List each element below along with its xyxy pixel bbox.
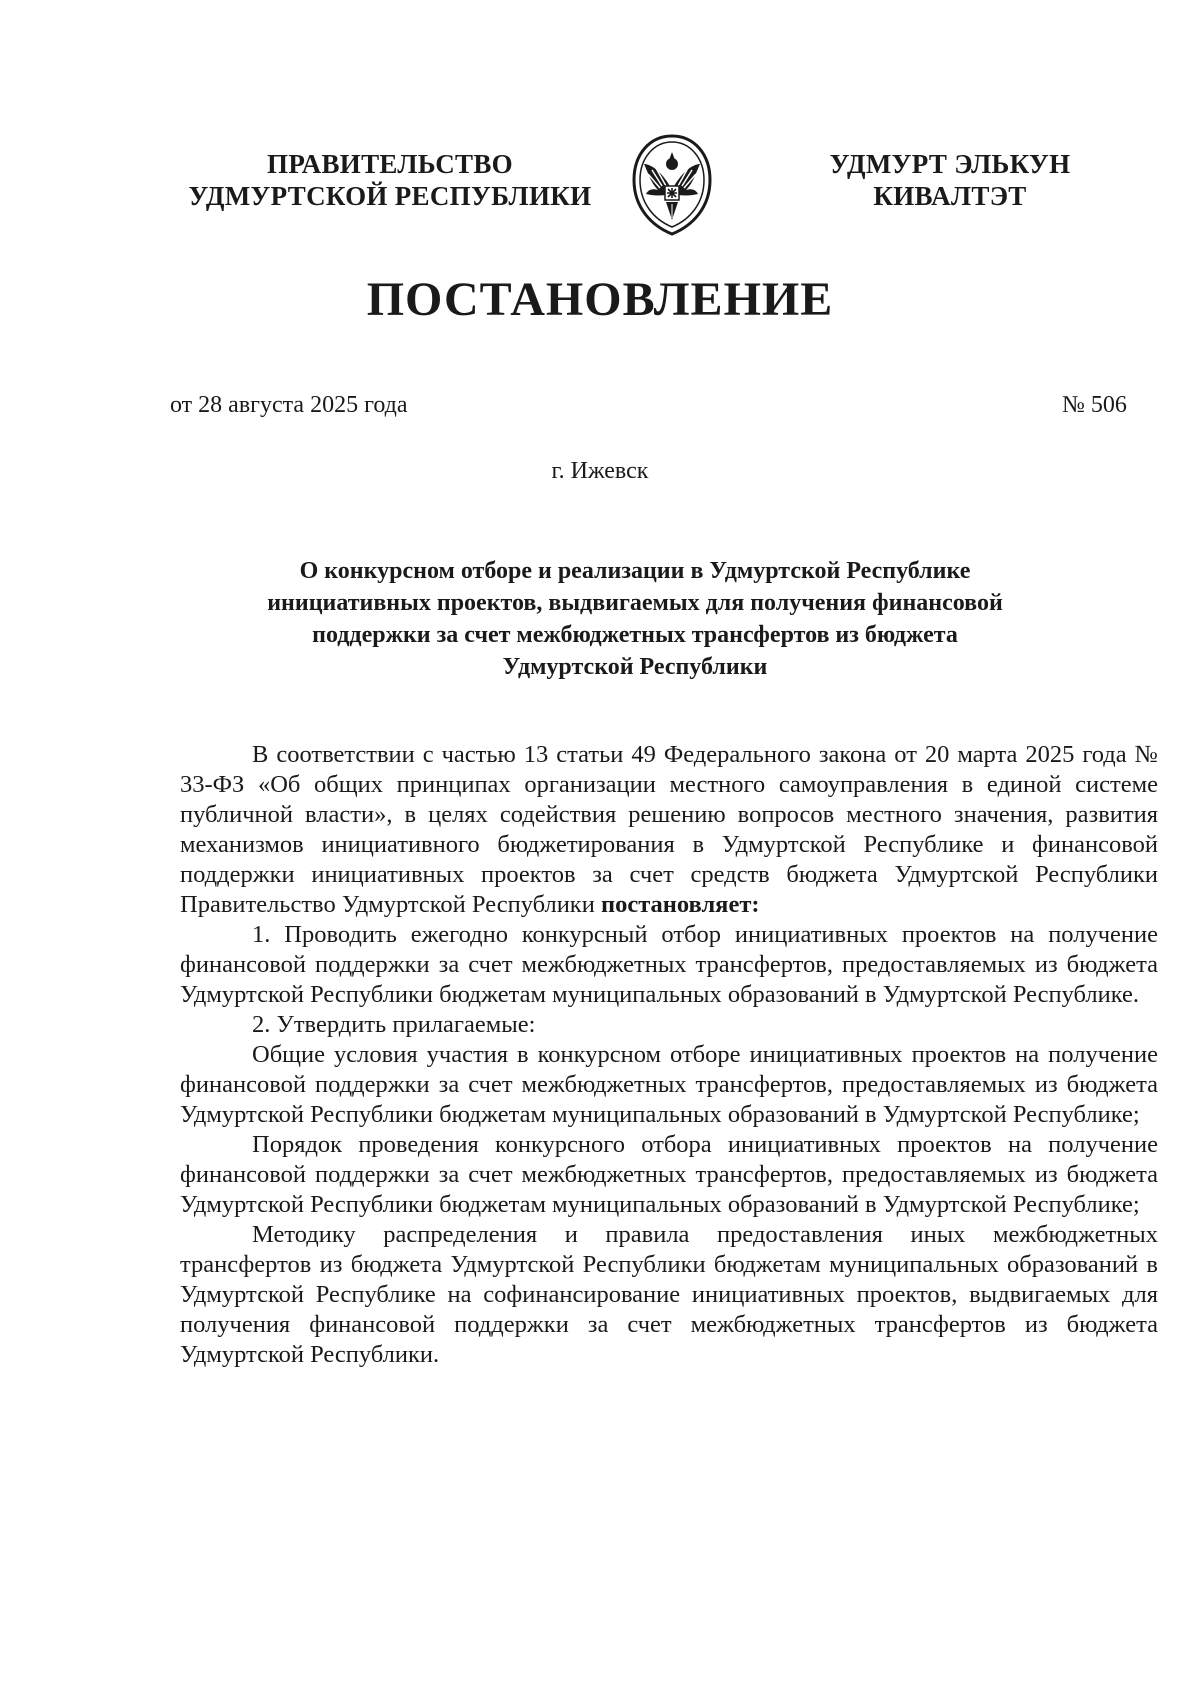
document-title-line3: поддержки за счет межбюджетных трансфертов из бюджета (312, 622, 958, 648)
org-name-russian (175, 148, 605, 212)
preamble-paragraph (180, 740, 1158, 920)
document-type-heading: ПОСТАНОВЛЕНИЕ (366, 273, 834, 326)
document-title-line1: О конкурсном отборе и реализации в Удмуртской Республике (299, 558, 971, 584)
document-body (180, 740, 1158, 1370)
item-2b-paragraph: Порядок проведения конкурсного отбора инициативных проектов на получение финансовой поддержки за счет межбюджетных трансфертов, предоставляемых из бюджета Удмуртской Республики бюджетам муниципальных образований в Удмуртской Республике; (180, 1131, 1158, 1218)
document-title (200, 555, 1070, 683)
item-1-paragraph: 1. Проводить ежегодно конкурсный отбор инициативных проектов на получение финансовой поддержки за счет межбюджетных трансфертов, предоставляемых из бюджета Удмуртской Республики бюджетам муниципальных образований в Удмуртской Республике. (180, 921, 1158, 1008)
org-name-udmurt (800, 148, 1100, 212)
document-number: № 506 (1062, 392, 1127, 418)
document-city: г. Ижевск (551, 458, 649, 484)
document-title-line2: инициативных проектов, выдвигаемых для получения финансовой (267, 590, 1003, 616)
decree-word: постановляет: (600, 891, 760, 918)
document-date: от 28 августа 2025 года (170, 392, 408, 418)
org-name-udmurt-line2: КИВАЛТЭТ (873, 181, 1027, 211)
item-2c-paragraph: Методику распределения и правила предоставления иных межбюджетных трансфертов из бюджета Удмуртской Республики бюджетам муниципальных образований в Удмуртской Республике на софинансирование инициативных проектов, выдвигаемых для получения финансовой поддержки за счет межбюджетных трансфертов из бюджета Удмуртской Республики. (180, 1221, 1158, 1368)
document-header (0, 148, 1200, 248)
org-name-udmurt-line1: УДМУРТ ЭЛЬКУН (829, 149, 1071, 179)
coat-of-arms-emblem-icon (622, 130, 722, 240)
preamble-text: В соответствии с частью 13 статьи 49 Федерального закона от 20 марта 2025 года № 33-ФЗ «Об общих принципах организации местного самоуправления в единой системе публичной власти», в целях содействия решению вопросов местного значения, развития механизмов инициативного бюджетирования в Удмуртской Республике и финансовой поддержки инициативных проектов за счет средств бюджета Удмуртской Республики Правительство Удмуртской Республики (180, 741, 1158, 918)
item-2a-paragraph: Общие условия участия в конкурсном отборе инициативных проектов на получение финансовой поддержки за счет межбюджетных трансфертов, предоставляемых из бюджета Удмуртской Республики бюджетам муниципальных образований в Удмуртской Республике; (180, 1041, 1158, 1128)
org-name-russian-line2: УДМУРТСКОЙ РЕСПУБЛИКИ (188, 181, 592, 211)
item-2-paragraph: 2. Утвердить прилагаемые: (252, 1011, 536, 1038)
document-title-line4: Удмуртской Республики (502, 654, 768, 680)
org-name-russian-line1: ПРАВИТЕЛЬСТВО (267, 149, 513, 179)
